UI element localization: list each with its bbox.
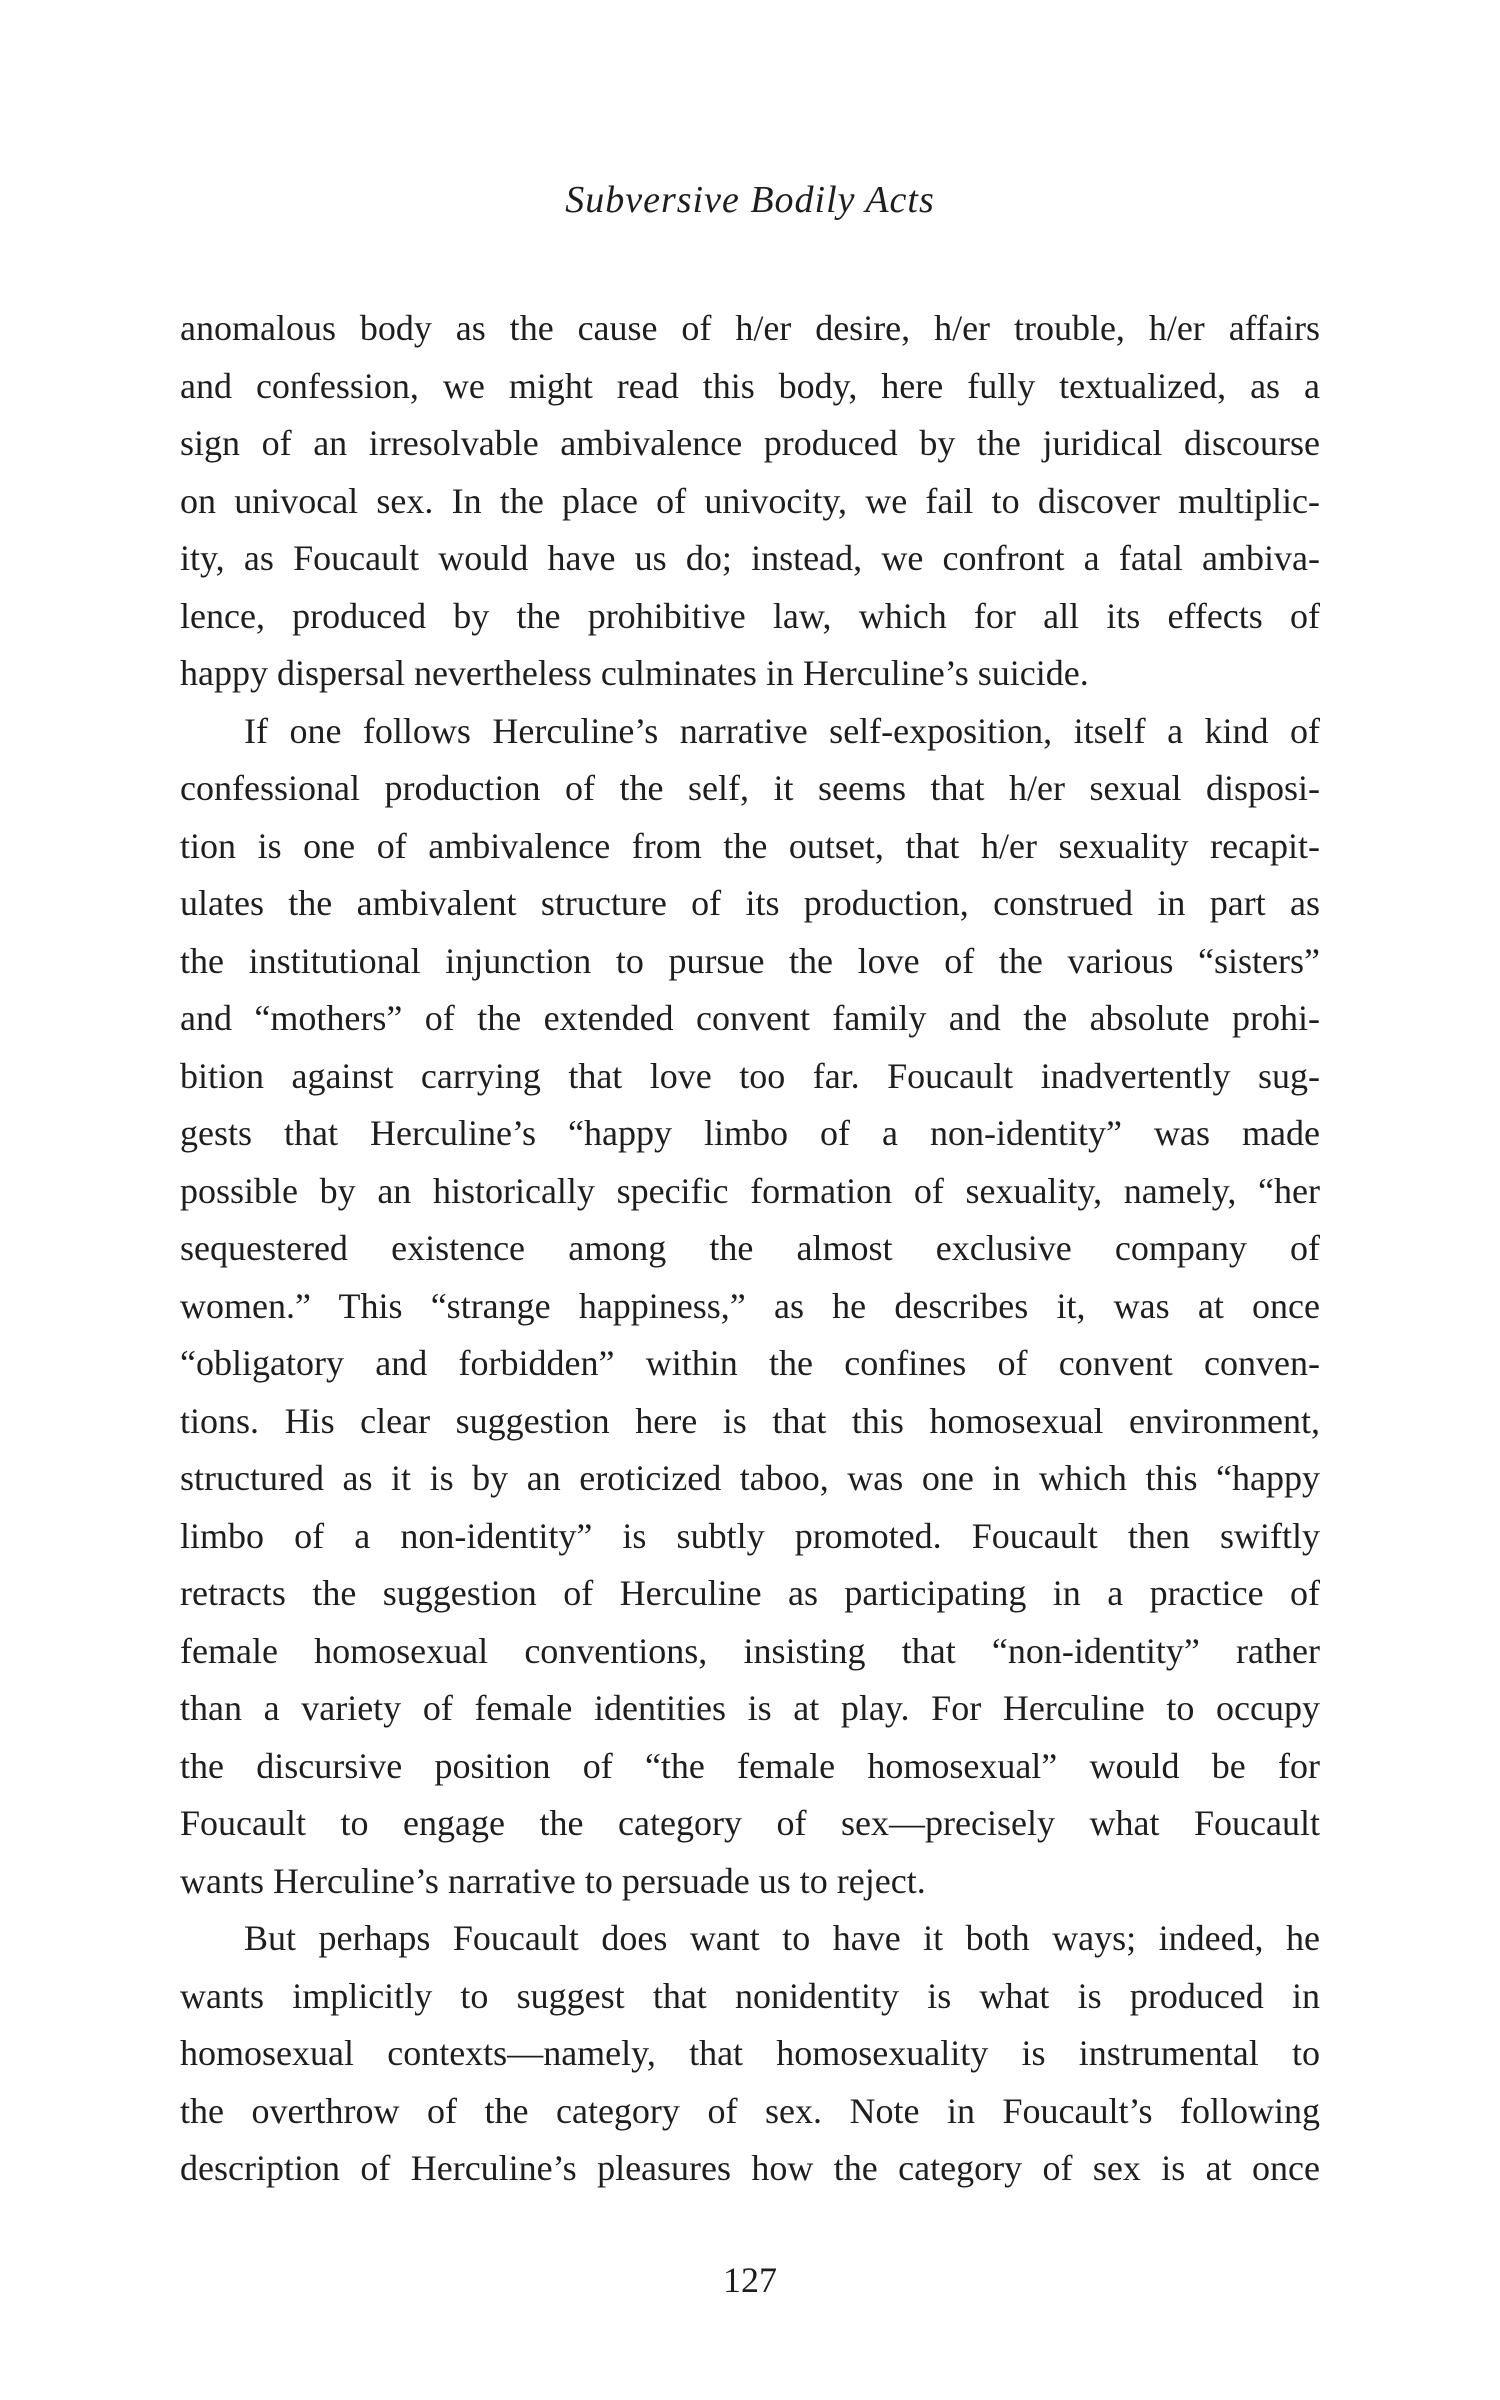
body-text (180, 300, 1320, 2198)
text-line: the discursive position of “the female homosexual” would be for (180, 1745, 1320, 1786)
text-line: gests that Herculine’s “happy limbo of a non-identity” was made (180, 1113, 1320, 1153)
text-line: anomalous body as the cause of h/er desire, h/er trouble, h/er affairs (180, 308, 1320, 348)
text-line: If one follows Herculine’s narrative self-exposition, itself a kind of (244, 710, 1320, 751)
text-line: possible by an historically specific formation of sexuality, namely, “her (180, 1170, 1320, 1211)
text-line: female homosexual conventions, insisting that “non-identity” rather (180, 1630, 1320, 1671)
paragraph (180, 300, 1320, 703)
text-line: on univocal sex. In the place of univocity, we fail to discover multiplic- (180, 480, 1320, 521)
text-line: and confession, we might read this body, here fully textualized, as a (180, 365, 1320, 406)
paragraph (180, 1910, 1320, 2198)
running-head: Subversive Bodily Acts (565, 179, 935, 221)
text-line: women.” This “strange happiness,” as he describes it, was at once (180, 1285, 1320, 1326)
text-line: But perhaps Foucault does want to have it both ways; indeed, he (244, 1918, 1320, 1958)
text-line: Foucault to engage the category of sex—precisely what Foucault (180, 1803, 1320, 1843)
text-line: confessional production of the self, it seems that h/er sexual disposi- (180, 768, 1320, 808)
text-line: sign of an irresolvable ambivalence produced by the juridical discourse (180, 423, 1320, 463)
paragraph (180, 703, 1320, 1911)
text-line: the overthrow of the category of sex. Note in Foucault’s following (180, 2090, 1320, 2131)
text-line: tions. His clear suggestion here is that this homosexual environment, (180, 1400, 1320, 1441)
text-line: homosexual contexts—namely, that homosexuality is instrumental to (180, 2033, 1320, 2073)
text-line: retracts the suggestion of Herculine as participating in a practice of (180, 1573, 1320, 1613)
text-line: and “mothers” of the extended convent family and the absolute prohi- (180, 998, 1320, 1038)
text-line: ulates the ambivalent structure of its production, construed in part as (180, 883, 1320, 923)
text-line: “obligatory and forbidden” within the confines of convent conven- (180, 1343, 1320, 1383)
page-number: 127 (723, 2260, 777, 2300)
text-line: tion is one of ambivalence from the outset, that h/er sexuality recapit- (180, 825, 1320, 866)
text-line: description of Herculine’s pleasures how the category of sex is at once (180, 2148, 1320, 2188)
text-line: wants Herculine’s narrative to persuade us to reject. (180, 1860, 926, 1901)
text-line: lence, produced by the prohibitive law, which for all its effects of (180, 595, 1320, 636)
text-line: limbo of a non-identity” is subtly promoted. Foucault then swiftly (180, 1515, 1320, 1556)
text-line: wants implicitly to suggest that nonidentity is what is produced in (180, 1975, 1320, 2016)
text-line: sequestered existence among the almost exclusive company of (180, 1228, 1320, 1268)
text-line: the institutional injunction to pursue the love of the various “sisters” (180, 940, 1320, 981)
text-line: than a variety of female identities is at play. For Herculine to occupy (180, 1688, 1320, 1728)
text-line: happy dispersal nevertheless culminates in Herculine’s suicide. (180, 653, 1089, 693)
text-line: ity, as Foucault would have us do; instead, we confront a fatal ambiva- (180, 538, 1320, 578)
text-line: bition against carrying that love too far. Foucault inadvertently sug- (180, 1055, 1320, 1096)
text-line: structured as it is by an eroticized taboo, was one in which this “happy (180, 1458, 1320, 1498)
